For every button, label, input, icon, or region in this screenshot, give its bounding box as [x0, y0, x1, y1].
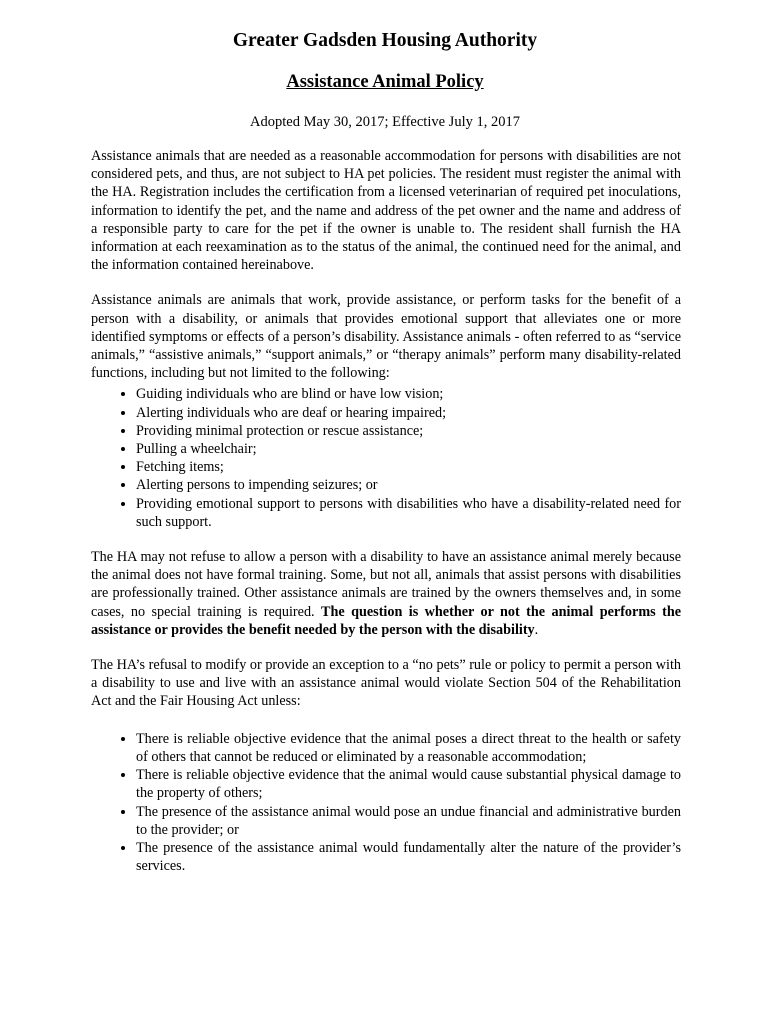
- list-item: • Alerting persons to impending seizures; or: [136, 476, 681, 494]
- paragraph-refusal: The HA’s refusal to modify or provide an exception to a “no pets” rule or policy to permit a person with a disability to use and live with an assistance animal would violate Section 504 of the Rehabilitation Act and the Fair Housing Act unless:: [91, 657, 681, 710]
- paragraph-registration: Assistance animals that are needed as a reasonable accommodation for persons with disabilities are not considered pets, and thus, are not subject to HA pet policies. The resident must register the animal with the HA. Registration includes the certification from a licensed veterinarian of required pet inoculations, information to identify the pet, and the name and address of the pet owner and the name and address of a responsible party to care for the pet if the owner is unable to. The resident shall furnish the HA information at each reexamination as to the status of the animal, the continued need for the animal, and the information contained hereinabove.: [91, 148, 681, 274]
- adoption-date-line: Adopted May 30, 2017; Effective July 1, 2017: [250, 114, 520, 130]
- exceptions-bullet-list: [91, 730, 681, 876]
- list-item: • There is reliable objective evidence that the animal poses a direct threat to the health or safety of others that cannot be reduced or eliminated by a reasonable accommodation;: [136, 730, 681, 766]
- list-item: • There is reliable objective evidence that the animal would cause substantial physical damage to the property of others;: [136, 766, 681, 802]
- paragraph-definition: Assistance animals are animals that work, provide assistance, or perform tasks for the benefit of a person with a disability, or animals that provides emotional support that alleviates one or more identified symptoms or effects of a person’s disability. Assistance animals - often referred to as “service animals,” “assistive animals,” “support animals,” or “therapy animals” perform many disability-related functions, including but not limited to the following:: [91, 292, 681, 382]
- policy-body: [91, 147, 681, 875]
- policy-title: Assistance Animal Policy: [286, 72, 484, 92]
- functions-bullet-list: [91, 385, 681, 531]
- organization-heading: Greater Gadsden Housing Authority: [232, 30, 538, 51]
- list-item: • Alerting individuals who are deaf or hearing impaired;: [136, 404, 681, 422]
- list-item: • Providing minimal protection or rescue assistance;: [136, 422, 681, 440]
- list-item: • Guiding individuals who are blind or have low vision;: [136, 385, 681, 403]
- training-text: The HA may not refuse to allow a person with a disability to have an assistance animal merely because the animal does not have formal training. Some, but not all, animals that assist persons with disabilities are professionally trained. Other assistance animals are trained by the owners themselves and, in some cases, no special training is required.: [91, 549, 681, 620]
- list-item: • Pulling a wheelchair;: [136, 440, 681, 458]
- paragraph-training: [91, 548, 681, 639]
- key-question-text: The question is whether or not the animal performs the assistance or provides the benefit needed by the person with the disability: [91, 603, 682, 638]
- list-item: • Providing emotional support to persons with disabilities who have a disability-related need for such support.: [136, 495, 681, 531]
- list-item: • The presence of the assistance animal would fundamentally alter the nature of the provider’s services.: [136, 839, 681, 875]
- list-item: • The presence of the assistance animal would pose an undue financial and administrative burden to the provider; or: [136, 803, 681, 839]
- list-item: • Fetching items;: [136, 458, 681, 476]
- training-end: .: [534, 621, 539, 638]
